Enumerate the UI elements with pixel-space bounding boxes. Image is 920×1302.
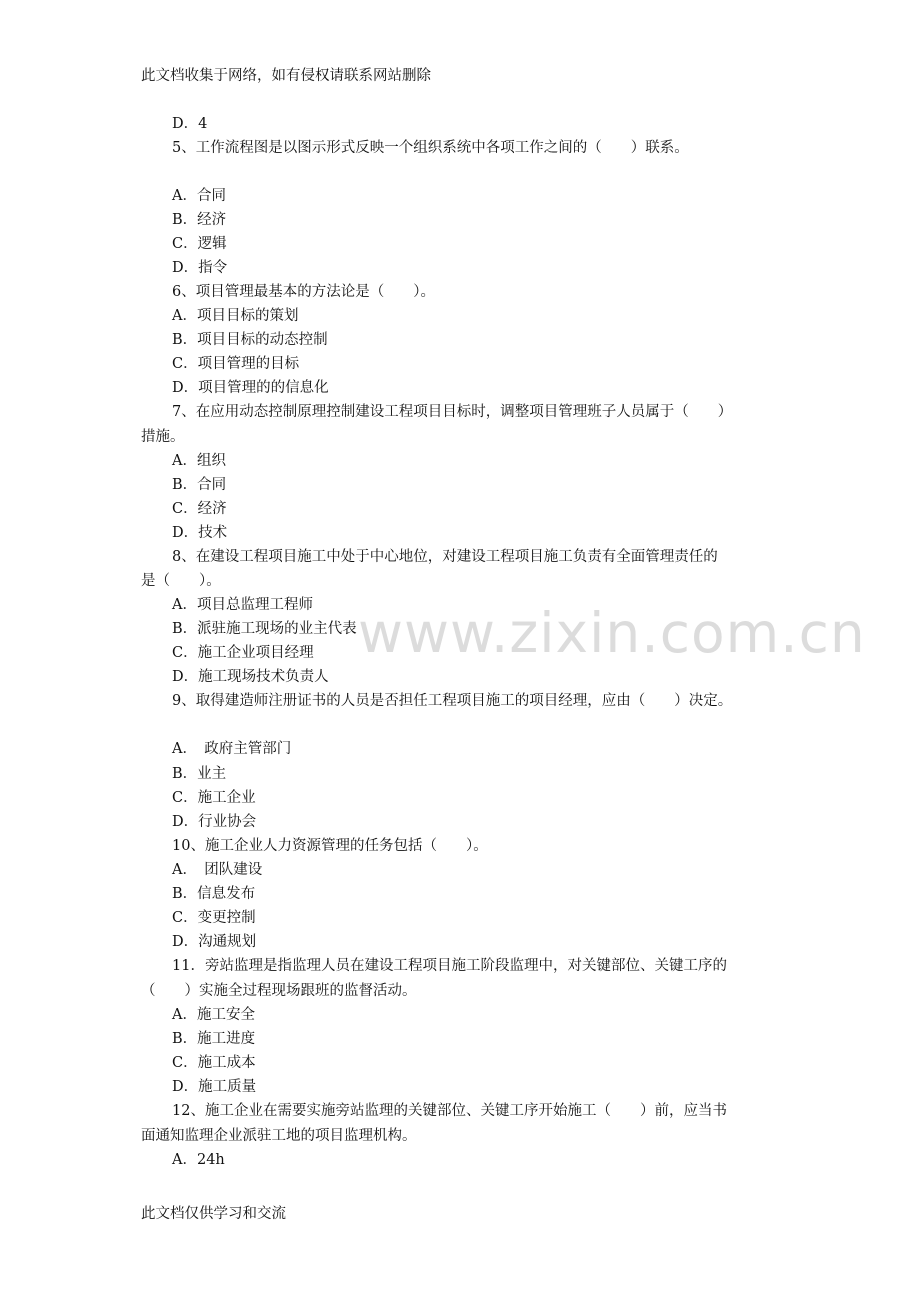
option-line: C．施工企业 xyxy=(172,790,256,806)
page-header: 此文档收集于网络，如有侵权请联系网站删除 xyxy=(141,68,431,84)
option-line: B．施工进度 xyxy=(172,1031,256,1047)
question-continuation: 是（ ）。 xyxy=(141,573,221,589)
question-line: 5、工作流程图是以图示形式反映一个组织系统中各项工作之间的（ ）联系。 xyxy=(172,140,689,156)
option-line: B．项目目标的动态控制 xyxy=(172,332,328,348)
option-line: D．4 xyxy=(172,116,208,132)
question-line: 7、在应用动态控制原理控制建设工程项目目标时，调整项目管理班子人员属于（ ） xyxy=(172,404,733,420)
option-line: D．沟通规划 xyxy=(172,934,257,950)
question-continuation: （ ）实施全过程现场跟班的监督活动。 xyxy=(141,983,417,999)
option-line: C．经济 xyxy=(172,501,227,517)
option-line: D．项目管理的的信息化 xyxy=(172,380,329,396)
option-line: D．施工质量 xyxy=(172,1079,257,1095)
option-line: A．24h xyxy=(172,1152,225,1168)
option-line: C．变更控制 xyxy=(172,910,256,926)
question-line: 11．旁站监理是指监理人员在建设工程项目施工阶段监理中，对关键部位、关键工序的 xyxy=(172,958,727,974)
option-line: A．组织 xyxy=(172,453,226,469)
option-line: B．派驻施工现场的业主代表 xyxy=(172,621,357,637)
option-line: D．行业协会 xyxy=(172,814,257,830)
option-line: B．合同 xyxy=(172,477,227,493)
option-line: C．施工成本 xyxy=(172,1055,256,1071)
watermark: www.zixin.com.cn xyxy=(358,601,866,665)
option-line: B．信息发布 xyxy=(172,886,256,902)
question-line: 8、在建设工程项目施工中处于中心地位，对建设工程项目施工负责有全面管理责任的 xyxy=(172,549,718,565)
question-line: 9、取得建造师注册证书的人员是否担任工程项目施工的项目经理，应由（ ）决定。 xyxy=(172,693,733,709)
page-footer: 此文档仅供学习和交流 xyxy=(141,1206,286,1222)
option-line: A．项目总监理工程师 xyxy=(172,597,313,613)
question-line: 12、施工企业在需要实施旁站监理的关键部位、关键工序开始施工（ ）前，应当书 xyxy=(172,1103,727,1119)
option-line: A． 政府主管部门 xyxy=(172,741,292,757)
option-line: B．经济 xyxy=(172,212,227,228)
option-line: C．逻辑 xyxy=(172,236,227,252)
option-line: A．项目目标的策划 xyxy=(172,308,299,324)
option-line: D．施工现场技术负责人 xyxy=(172,669,329,685)
option-line: A．施工安全 xyxy=(172,1007,255,1023)
option-line: A． 团队建设 xyxy=(172,862,263,878)
option-line: B．业主 xyxy=(172,766,227,782)
question-line: 10、施工企业人力资源管理的任务包括（ ）。 xyxy=(172,838,488,854)
question-continuation: 面通知监理企业派驻工地的项目监理机构。 xyxy=(141,1128,417,1144)
option-line: D．技术 xyxy=(172,525,228,541)
option-line: D．指令 xyxy=(172,260,228,276)
question-line: 6、项目管理最基本的方法论是（ ）。 xyxy=(172,284,435,300)
question-continuation: 措施。 xyxy=(141,429,185,445)
option-line: A．合同 xyxy=(172,188,226,204)
option-line: C．项目管理的目标 xyxy=(172,356,300,372)
option-line: C．施工企业项目经理 xyxy=(172,645,314,661)
